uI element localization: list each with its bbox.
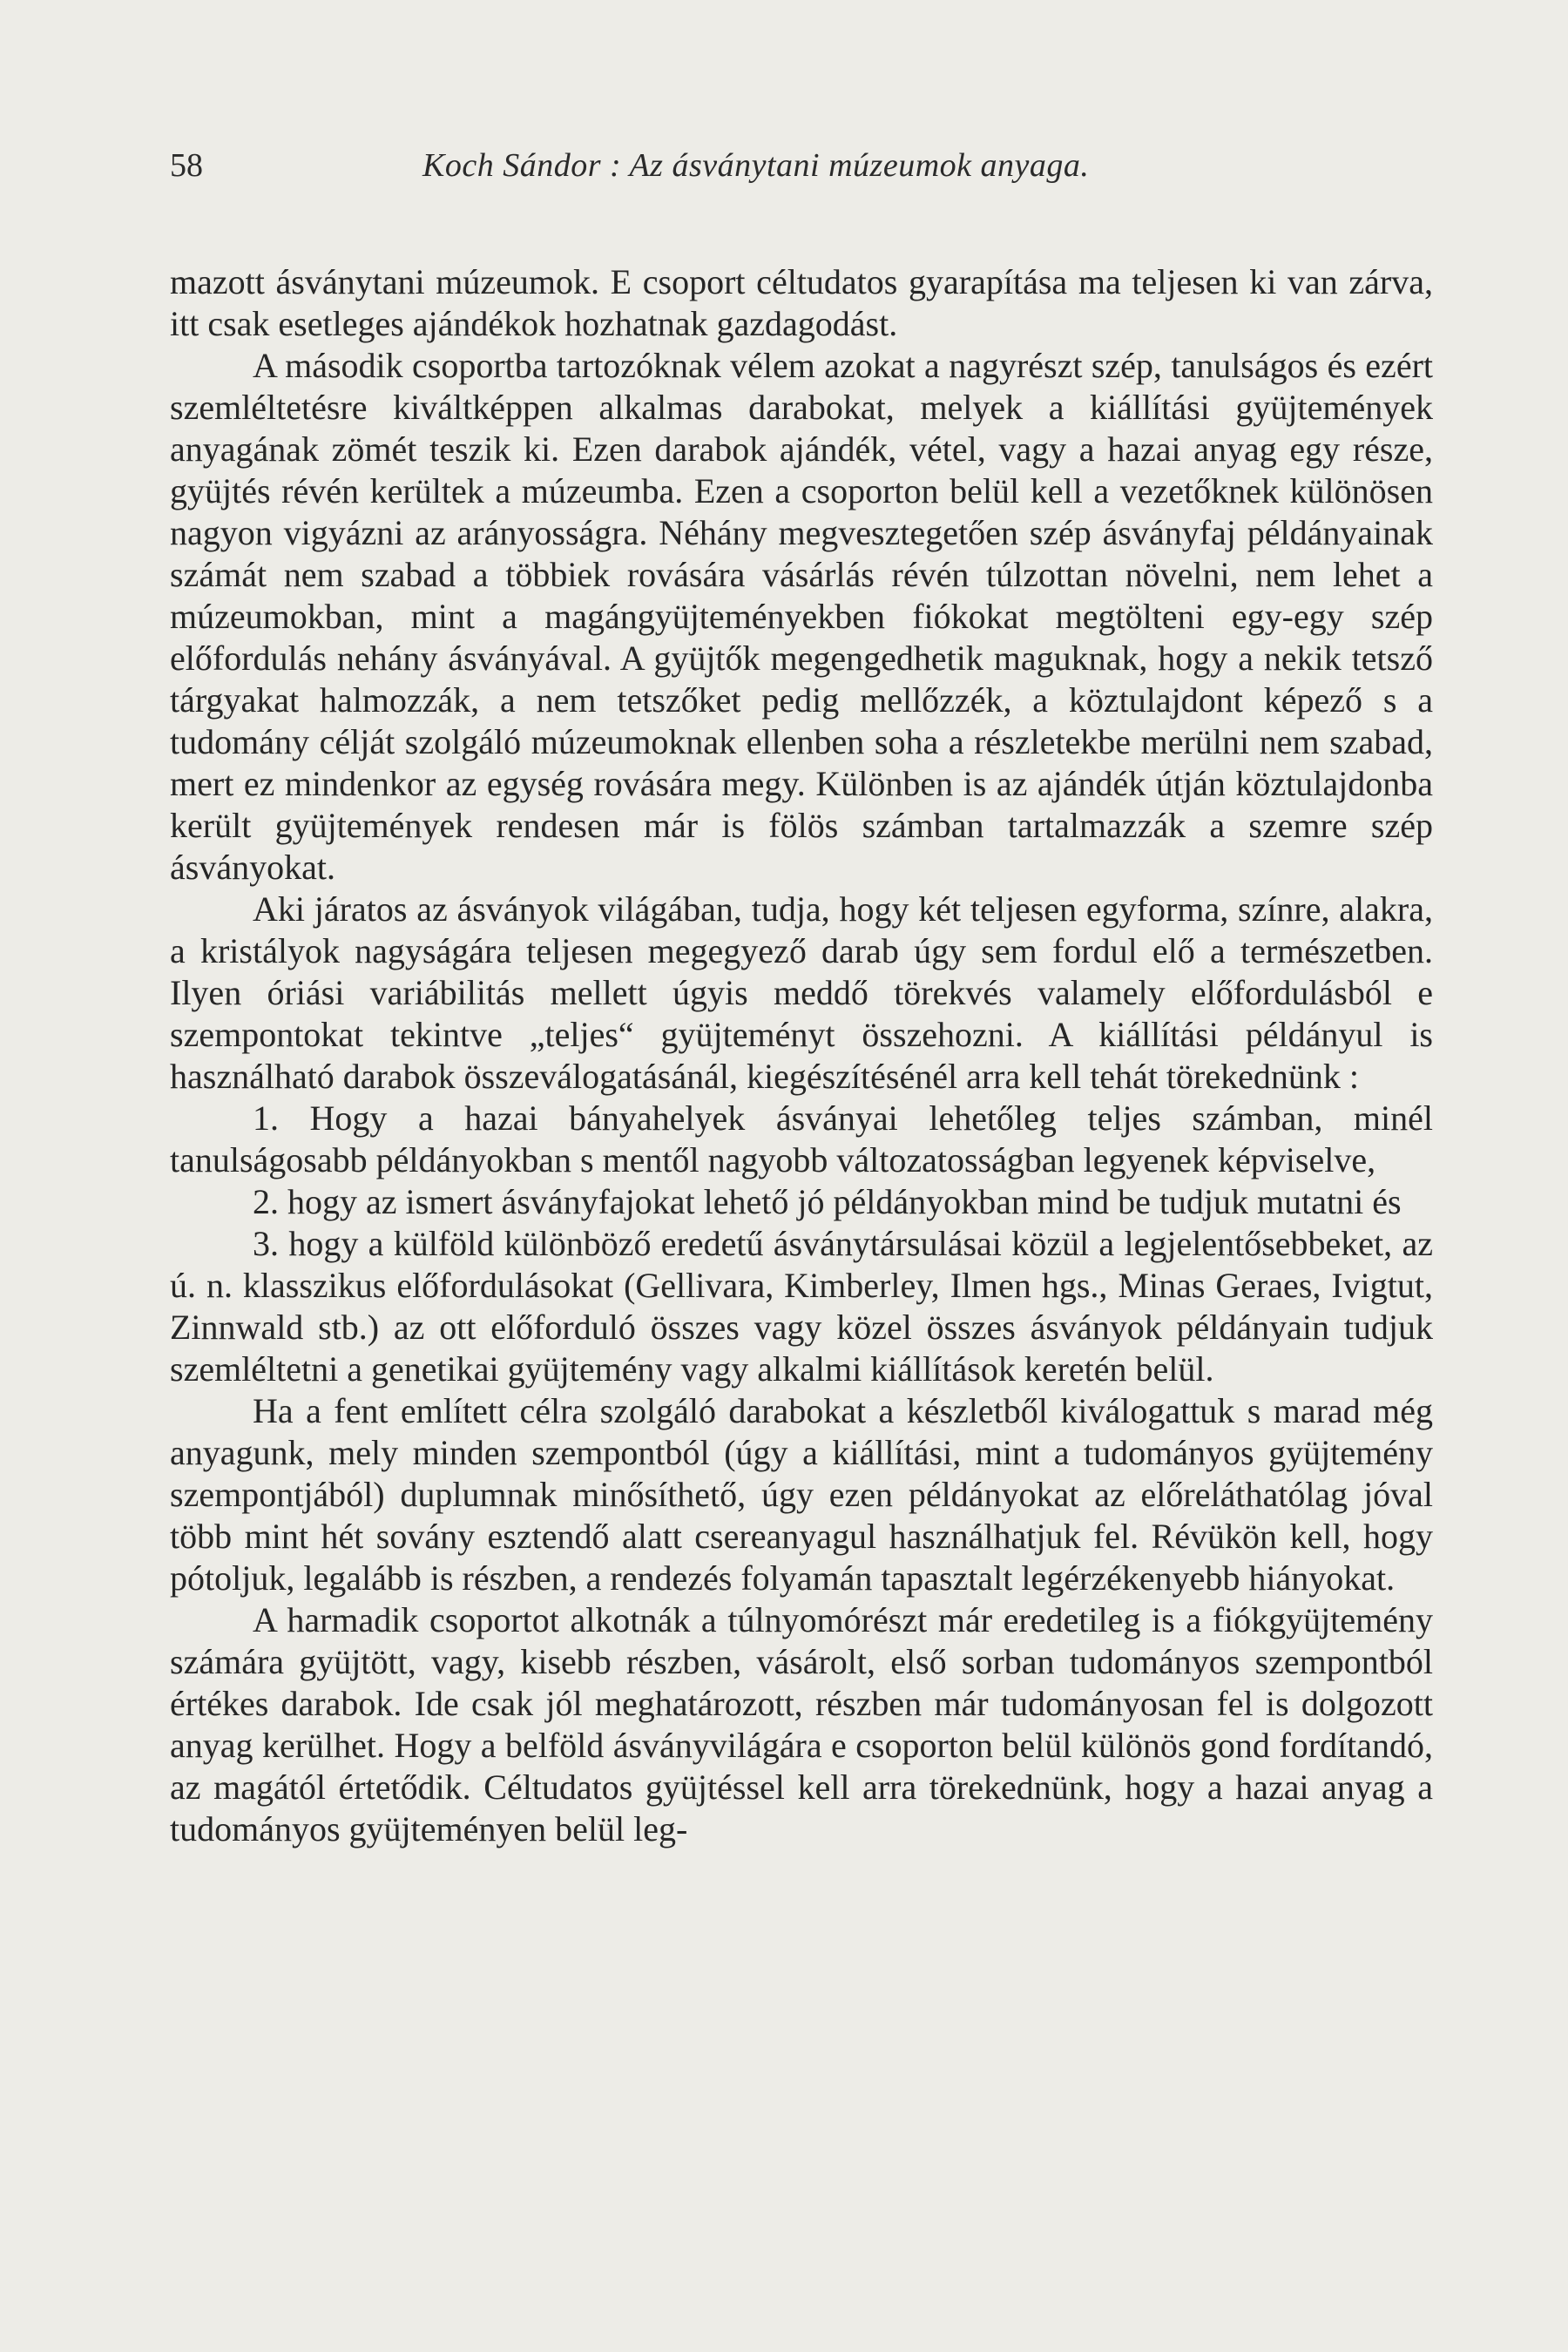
running-title: Koch Sándor : Az ásványtani múzeumok anyaga.	[422, 147, 1090, 184]
paragraph: Ha a fent említett célra szolgáló darabokat a készletből kiválogattuk s marad még anyagunk, mely minden szempontból (úgy a kiállítási, mint a tudományos gyüjtemény szempontjából) duplumnak minősíthető, úgy ezen példányokat az előreláthatólag jóval több mint hét sovány esztendő alatt csereanyagul használhatjuk fel. Révükön kell, hogy pótoljuk, legalább is részben, a rendezés folyamán tapasztalt legérzékenyebb hiányokat.	[170, 1391, 1433, 1598]
paragraph: Aki járatos az ásványok világában, tudja, hogy két teljesen egyforma, színre, alakra, a kristályok nagyságára teljesen megegyező darab úgy sem fordul elő a természetben. Ilyen óriási variábilitás mellett úgyis meddő törekvés valamely előfordulásból e szempontokat tekintve „teljes“ gyüjteményt összehozni. A kiállítási példányul is használható darabok összeválogatásánál, kiegészítésénél arra kell tehát törekednünk :	[170, 889, 1433, 1096]
paragraph: A harmadik csoportot alkotnák a túlnyomórészt már eredetileg is a fiókgyüjtemény számára gyüjtött, vagy, kisebb részben, vásárolt, első sorban tudományos szempontból értékes darabok. Ide csak jól meghatározott, részben már tudományosan fel is dolgozott anyag kerülhet. Hogy a belföld ásványvilágára e csoporton belül különös gond fordítandó, az magától értetődik. Céltudatos gyüjtéssel kell arra törekednünk, hogy a hazai anyag a tudományos gyüjteményen belül leg-	[170, 1600, 1433, 1848]
list-item: 1. Hogy a hazai bányahelyek ásványai lehetőleg teljes számban, minél tanulságosabb példányokban s mentől nagyobb változatosságban legyenek képviselve,	[170, 1098, 1433, 1179]
page-number: 58	[170, 147, 203, 184]
paragraph: A második csoportba tartozóknak vélem azokat a nagyrészt szép, tanulságos és ezért szemléltetésre kiváltképpen alkalmas darabokat, melyek a kiállítási gyüjtemények anyagának zömét teszik ki. Ezen darabok ajándék, vétel, vagy a hazai anyag egy része, gyüjtés révén kerültek a múzeumba. Ezen a csoporton belül kell a vezetőknek különösen nagyon vigyázni az arányosságra. Néhány megvesztegetően szép ásványfaj példányainak számát nem szabad a többiek rovására vásárlás révén túlzottan növelni, nem lehet a múzeumokban, mint a magángyüjteményekben fiókokat megtölteni egy-egy szép előfordulás nehány ásványával. A gyüjtők megengedhetik maguknak, hogy a nekik tetsző tárgyakat halmozzák, a nem tetszőket pedig mellőzzék, a köztulajdont képező s a tudomány célját szolgáló múzeumoknak ellenben soha a részletekbe merülni nem szabad, mert ez mindenkor az egység rovására megy. Különben is az ajándék útján köztulajdonba került gyüjtemények rendesen már is fölös számban tartalmazzák a szemre szép ásványokat.	[170, 346, 1433, 887]
page-header	[170, 146, 1442, 199]
list-item: 3. hogy a külföld különböző eredetű ásványtársulásai közül a legjelentősebbeket, az ú. n. klasszikus előfordulásokat (Gellivara, Kimberley, Ilmen hgs., Minas Geraes, Ivigtut, Zinnwald stb.) az ott előforduló összes vagy közel összes ásványok példányain tudjuk szemléltetni a genetikai gyüjtemény vagy alkalmi kiállítások keretén belül.	[170, 1224, 1433, 1389]
list-item: 2. hogy az ismert ásványfajokat lehető jó példányokban mind be tudjuk mutatni és	[253, 1182, 1402, 1221]
body-text	[170, 261, 1433, 1850]
paragraph-continuation: mazott ásványtani múzeumok. E csoport céltudatos gyarapítása ma teljesen ki van zárva, itt csak esetleges ajándékok hozhatnak gazdagodást.	[170, 262, 1433, 343]
